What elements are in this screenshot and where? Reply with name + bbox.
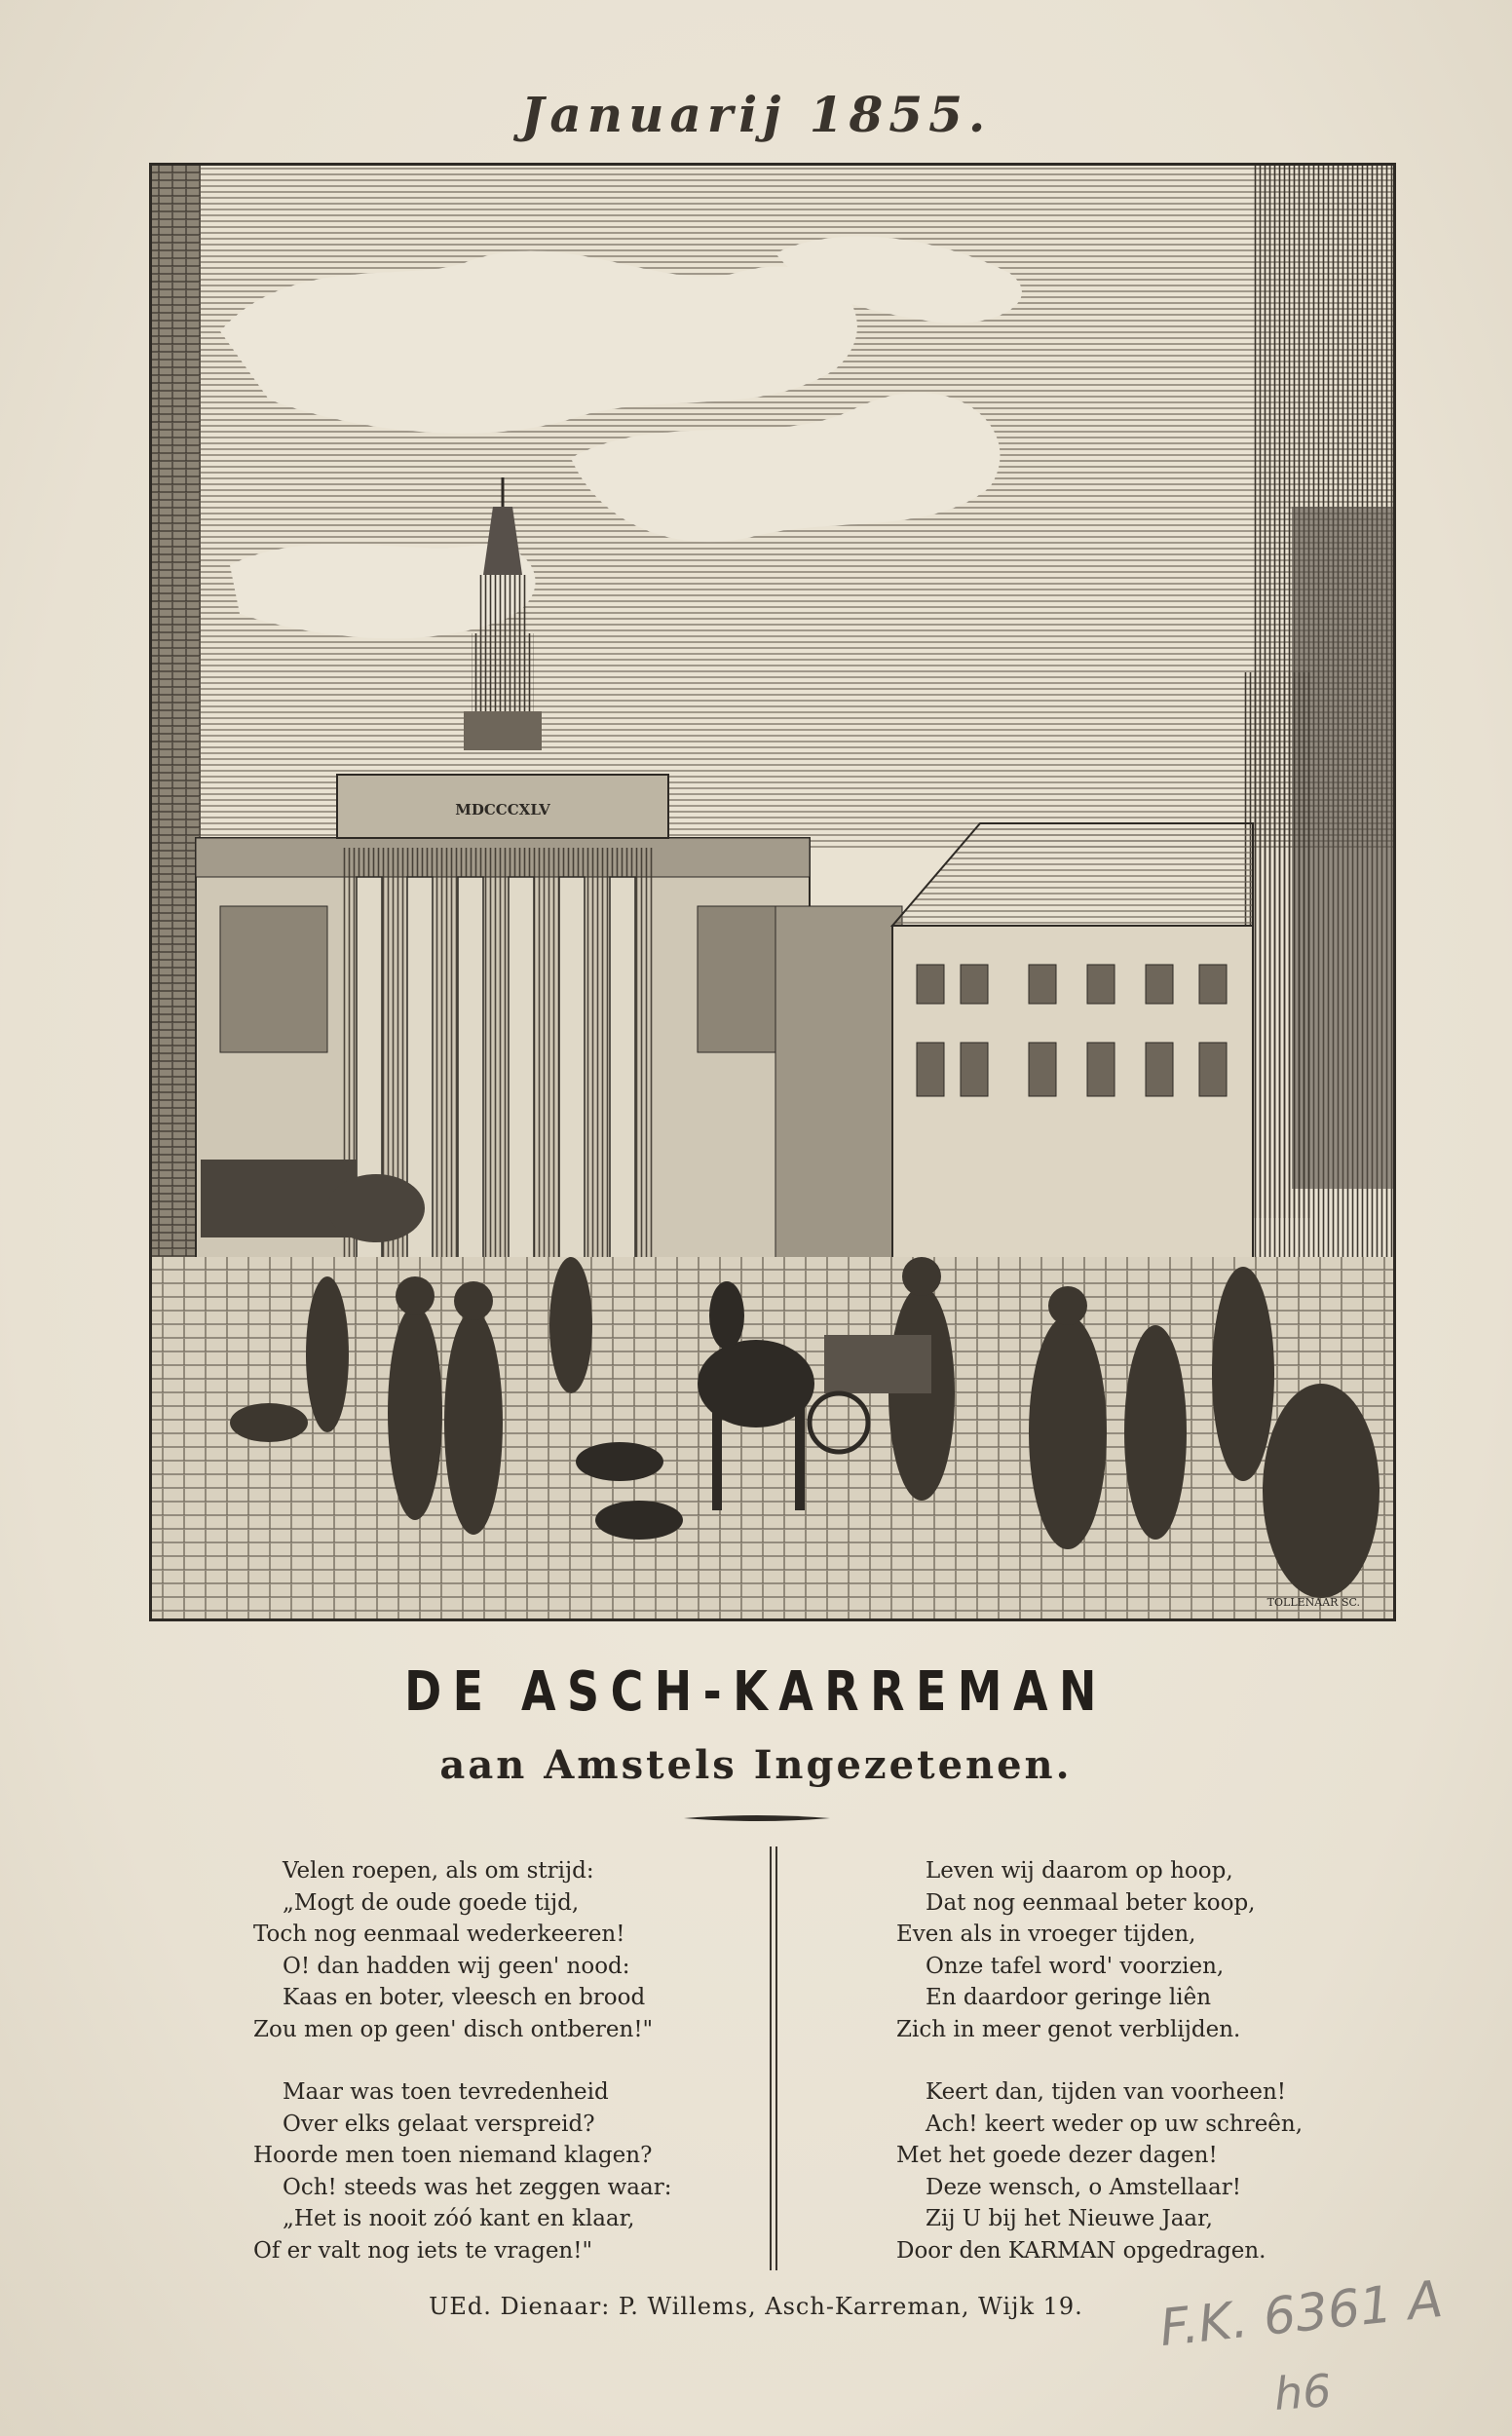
poem-left-column	[253, 1855, 682, 2266]
poem-line: Of er valt nog iets te vragen!"	[253, 2237, 593, 2264]
poem-line: Door den KARMAN opgedragen.	[896, 2237, 1266, 2264]
poem-line: Maar was toen tevredenheid	[283, 2079, 609, 2105]
poem-right-column	[896, 1855, 1325, 2266]
main-heading: DE ASCH-KARREMAN	[404, 1660, 1108, 1724]
engraving-illustration	[149, 163, 1396, 1621]
handwritten-note: h6	[1272, 2364, 1334, 2420]
poem-line: Hoorde men toen niemand klagen?	[253, 2143, 653, 2168]
engraver-credit: TOLLENAAR SC.	[1266, 1596, 1360, 1609]
poem-line: Leven wij daarom op hoop,	[926, 1858, 1233, 1884]
poem-line: O! dan hadden wij geen' nood:	[283, 1953, 630, 1979]
poem-line: Over elks gelaat verspreid?	[283, 2111, 595, 2137]
signature-line: UEd. Dienaar: P. Willems, Asch-Karreman, Wijk 19.	[429, 2293, 1083, 2320]
poem-line: Keert dan, tijden van voorheen!	[926, 2079, 1286, 2105]
column-divider	[770, 1846, 777, 2270]
poem-line: Dat nog eenmaal beter koop,	[926, 1889, 1256, 1916]
handwritten-inventory-number: F.K. 6361 A	[1156, 2269, 1446, 2359]
poem-line: Velen roepen, als om strijd:	[283, 1858, 594, 1884]
poem-line: Zou men op geen' disch ontberen!"	[253, 2016, 654, 2042]
sub-heading: aan Amstels Ingezetenen.	[439, 1742, 1073, 1788]
poem-line: Toch nog eenmaal wederkeeren!	[253, 1922, 625, 1947]
pediment-inscription: MDCCCXLV	[455, 801, 550, 818]
poem-line: Onze tafel word' voorzien,	[926, 1953, 1225, 1979]
poem-line: Zich in meer genot verblijden.	[896, 2016, 1241, 2042]
poem-line: „Het is nooit zóó kant en klaar,	[283, 2206, 635, 2231]
ornamental-rule	[684, 1814, 830, 1822]
poem-line: „Mogt de oude goede tijd,	[283, 1889, 580, 1916]
poem-line: Och! steeds was het zeggen waar:	[283, 2174, 672, 2200]
date-title: Januarij 1855.	[520, 86, 992, 143]
poem-line: En daardoor geringe liên	[926, 1985, 1212, 2010]
poem-line: Zij U bij het Nieuwe Jaar,	[926, 2206, 1213, 2231]
distant-houses	[775, 906, 902, 1296]
poem-line: Met het goede dezer dagen!	[896, 2143, 1218, 2168]
poem-line: Even als in vroeger tijden,	[896, 1922, 1196, 1947]
poem-line: Kaas en boter, vleesch en brood	[283, 1985, 646, 2010]
poem-line: Deze wensch, o Amstellaar!	[926, 2174, 1241, 2200]
mansion	[892, 823, 1253, 1296]
poem-line: Ach! keert weder op uw schreên,	[926, 2111, 1304, 2137]
